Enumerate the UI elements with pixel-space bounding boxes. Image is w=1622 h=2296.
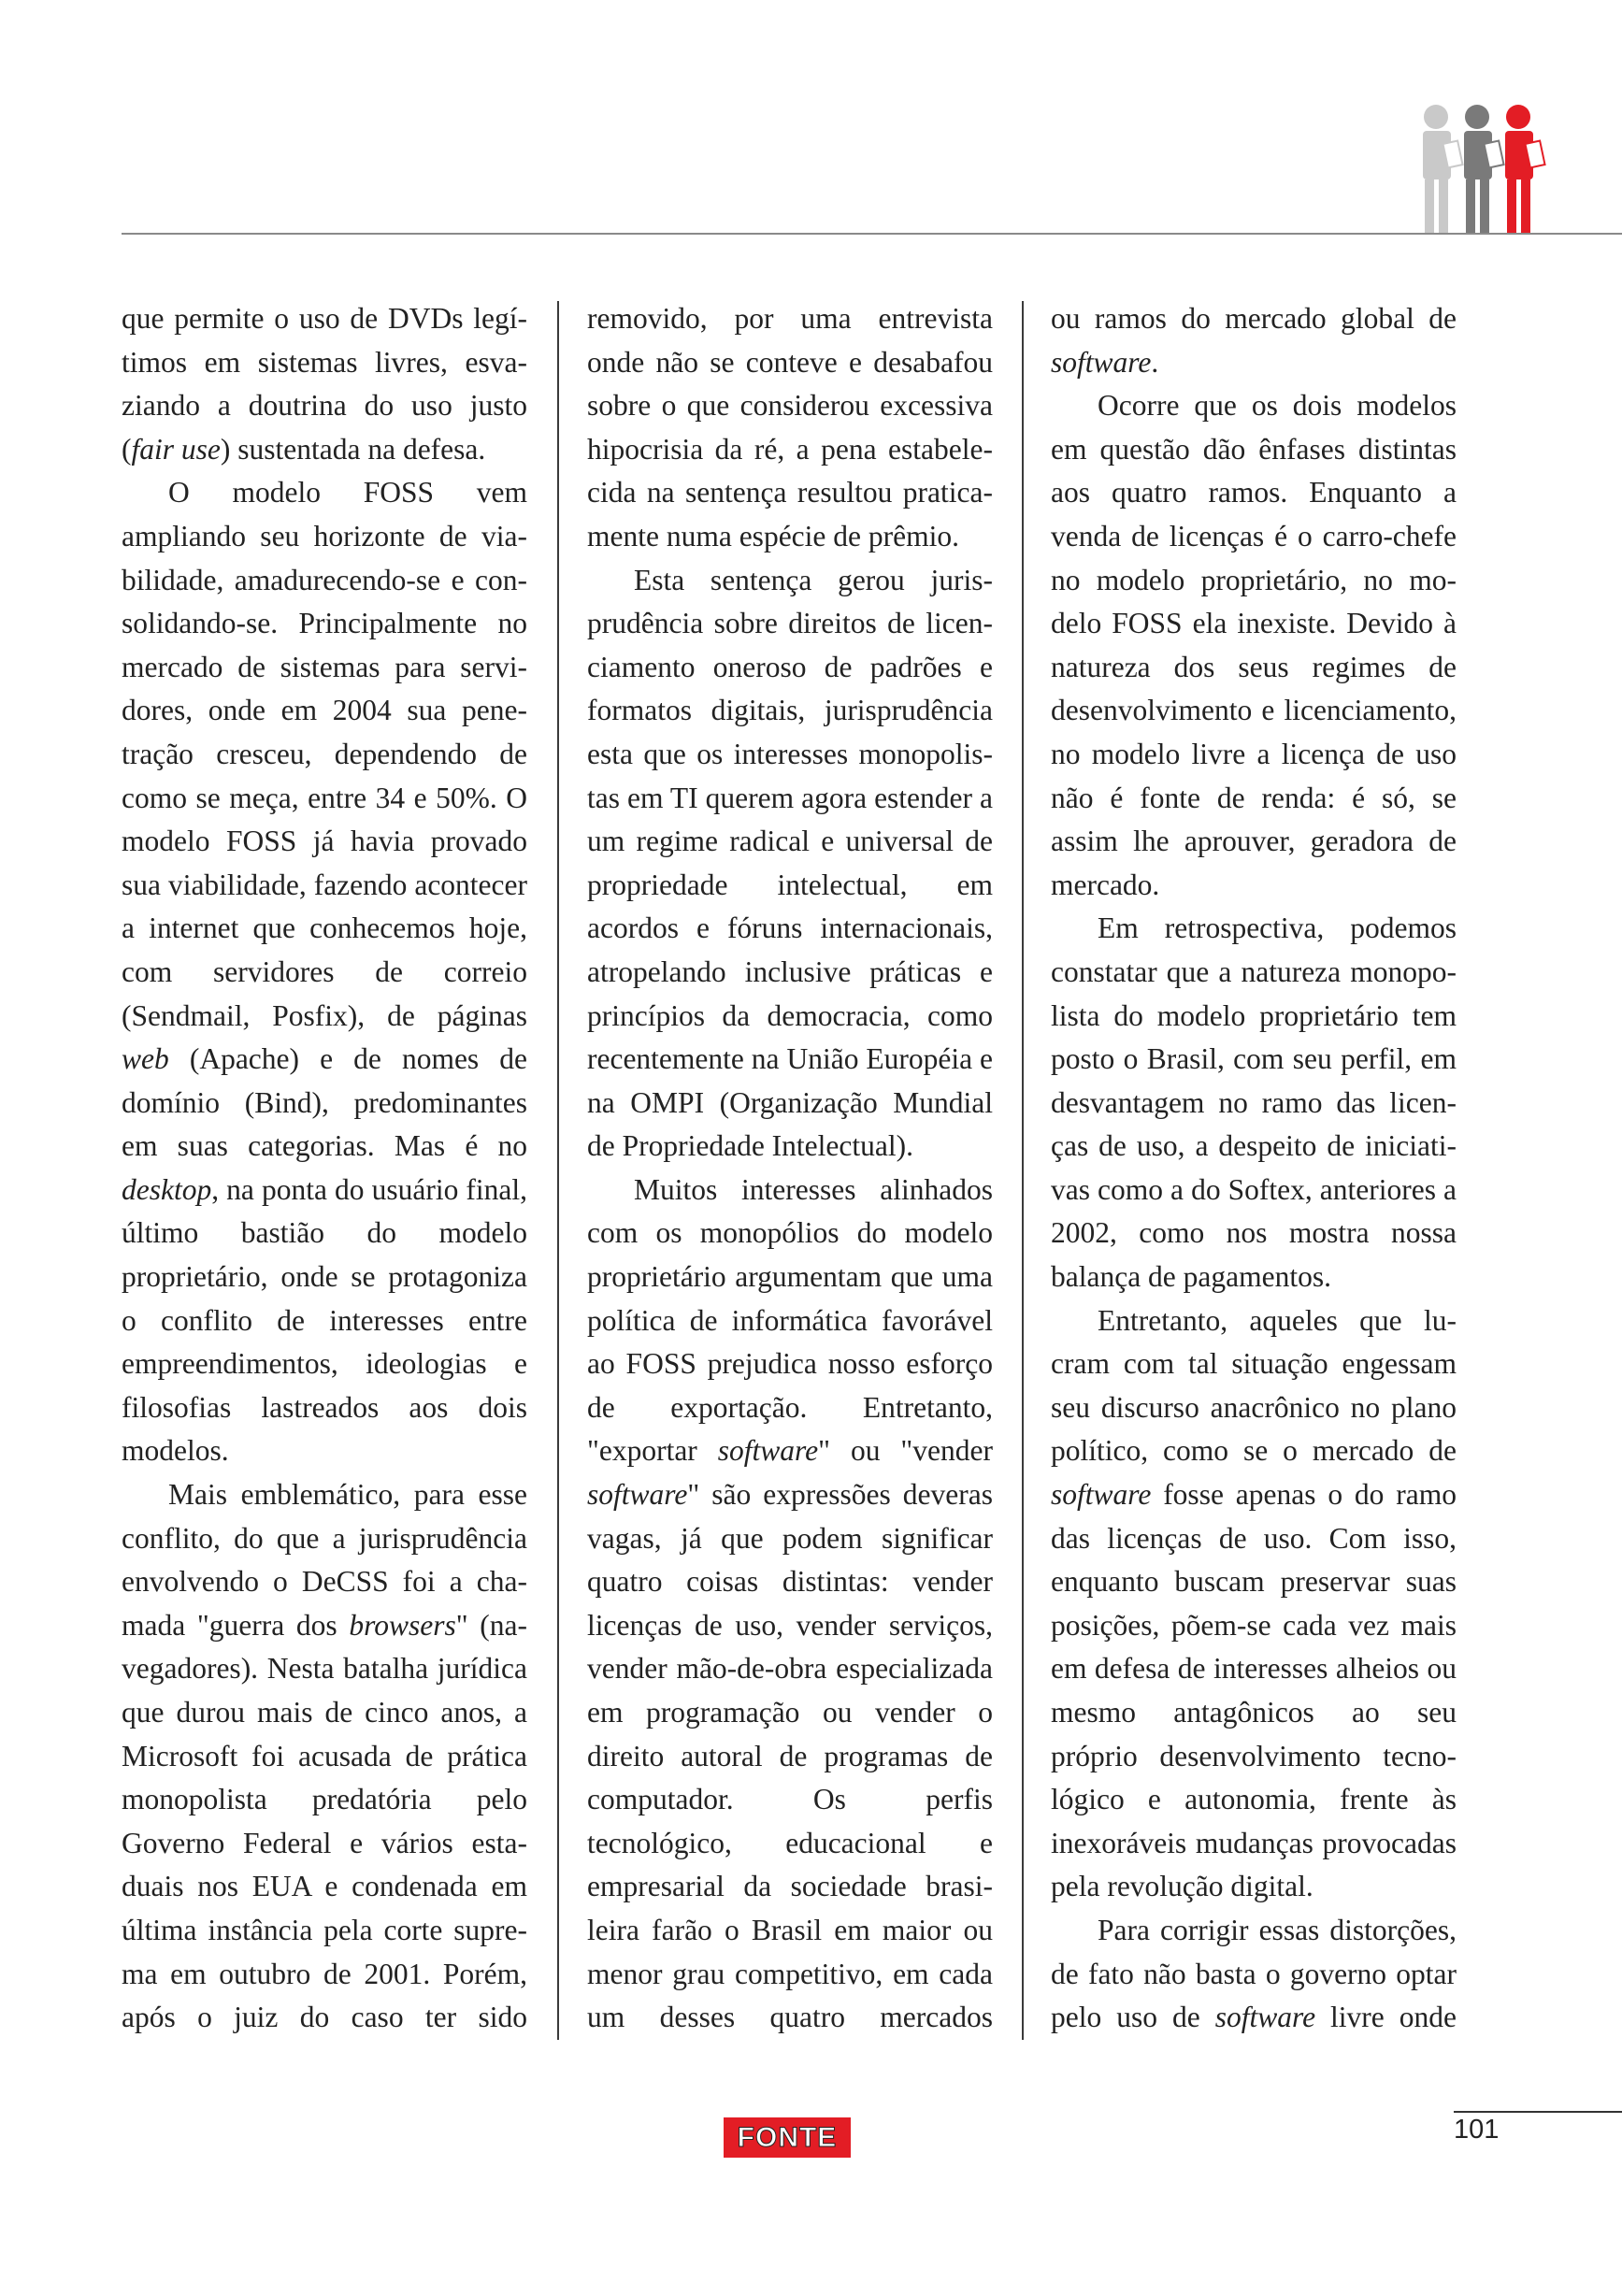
- paragraph: [587, 297, 993, 559]
- paragraph: [122, 297, 527, 471]
- text-run: , na ponta do usuário final, último bastião do modelo proprietário, onde se protagoniza o conflito de interesses entre empreendimentos, ideologias e filosofias lastreados aos dois modelos.: [122, 1172, 527, 1468]
- paragraph: [1051, 907, 1457, 1299]
- paragraph: [122, 1473, 527, 2040]
- text-run: Entretanto, aqueles que lucram com tal situação engessam seu discurso anacrônico no plano político, como se o mercado de: [1051, 1303, 1457, 1468]
- paragraph: [122, 471, 527, 1473]
- italic-term: software: [1051, 1478, 1152, 1512]
- text-column-3: [1051, 297, 1457, 2040]
- text-run: .: [1151, 345, 1159, 379]
- paragraph: [1051, 384, 1457, 907]
- italic-term: software: [1051, 345, 1152, 379]
- italic-term: web: [122, 1042, 169, 1076]
- text-run: O modelo FOSS vem ampliando seu horizonte de viabilidade, amadurecendo-se e consolidando-se. Principalmente no mercado de sistemas para servidores, onde em 2004 sua penetração cresceu, dependendo de como se meça, entre 34 e 50%. O modelo FOSS já havia provado sua viabilidade, fazendo acontecer a internet que conhecemos hoje, com servidores de correio (Sendmail, Posfix), de páginas: [122, 476, 527, 1032]
- column-divider: [1022, 301, 1024, 2040]
- paragraph: [1051, 297, 1457, 384]
- text-run: " (navegadores). Nesta batalha jurídica que durou mais de cinco anos, a Microsoft foi acusada de prática monopolista predatória pelo Governo Federal e vários estaduais nos EUA e condenada em última instância pela corte suprema em outubro de 2001. Porém, após o juiz do caso ter sido: [122, 1608, 527, 2034]
- text-run: ) sustentada na defesa.: [220, 432, 486, 466]
- column-divider: [557, 301, 559, 2040]
- italic-term: browsers: [349, 1608, 456, 1642]
- text-run: removido, por uma entrevista onde não se conteve e desabafou sobre o que considerou excessiva hipocrisia da ré, a pena estabelecida na sentença resultou praticamente numa espécie de prêmio.: [587, 302, 993, 552]
- italic-term: software: [587, 1478, 688, 1512]
- text-run: que permite o uso de DVDs legítimos em sistemas livres, esvaziando a doutrina do uso justo (: [122, 302, 527, 466]
- text-run: livre onde: [1315, 2001, 1457, 2034]
- text-run: Muitos interesses alinhados com os monopólios do modelo proprietário argumentam que uma política de informática favorável ao FOSS prejudica nosso esforço de exportação. Entretanto, "exportar: [587, 1172, 993, 1468]
- paragraph: [1051, 1299, 1457, 1909]
- text-run: ou ramos do mercado global de: [1051, 302, 1457, 335]
- footer-rule: [1454, 2111, 1622, 2113]
- text-run: fosse apenas o do ramo das licenças de uso. Com isso, enquanto buscam preservar suas posições, põem-se cada vez mais em defesa de interesses alheios ou mesmo antagônicos ao seu próprio desenvolvimento tecnológico e autonomia, frente às inexoráveis mudanças provocadas pela revolução digital.: [1051, 1478, 1457, 1903]
- text-run: Para corrigir essas distorções, de fato não basta o governo optar pelo uso de: [1051, 1913, 1457, 2034]
- brand-name: FONTE: [737, 2121, 838, 2153]
- text-column-1: [122, 297, 527, 2040]
- page-number: 101: [1454, 2115, 1500, 2145]
- text-run: " ou "vender: [818, 1434, 993, 1468]
- text-run: Esta sentença gerou jurisprudência sobre direitos de licenciamento oneroso de padrões e formatos digitais, jurisprudência esta que os interesses monopolistas em TI querem agora estender a um regime radical e universal de propriedade intelectual, em acordos e fóruns internacionais, atropelando inclusive práticas e princípios da democracia, como recentemente na União Européia e na OMPI (Organização Mundial de Propriedade Intelectual).: [587, 563, 993, 1163]
- header-rule: [122, 233, 1622, 235]
- text-run: (Apache) e de nomes de domínio (Bind), predominantes em suas categorias. Mas é no: [122, 1042, 527, 1163]
- text-run: Mais emblemático, para esse conflito, do que a jurisprudência envolvendo o DeCSS foi a chamada "guerra dos: [122, 1478, 527, 1642]
- italic-term: software: [1214, 2001, 1316, 2034]
- italic-term: fair use: [131, 432, 221, 466]
- text-run: " são expressões deveras vagas, já que podem significar quatro coisas distintas: vender licenças de uso, vender serviços, vender mão-de-obra especializada em programação ou vender o direito autoral de programas de computador. Os perfis tecnológico, educacional e empresarial da sociedade brasileira farão o Brasil em maior ou menor grau competitivo, em cada um desses quatro mercados: [587, 1478, 993, 2034]
- italic-term: software: [717, 1434, 819, 1468]
- text-run: Em retrospectiva, podemos constatar que a natureza monopolista do modelo proprietário tem posto o Brasil, com seu perfil, em desvantagem no ramo das licenças de uso, a despeito de iniciativas como a do Softex, anteriores a 2002, como nos mostra nossa balança de pagamentos.: [1051, 911, 1457, 1294]
- paragraph: [1051, 1909, 1457, 2040]
- italic-term: desktop: [122, 1172, 212, 1206]
- three-people-figures-icon: [1412, 101, 1552, 235]
- brand-logo: [724, 2117, 851, 2158]
- paragraph: [587, 559, 993, 1169]
- paragraph: [587, 1169, 993, 2040]
- text-column-2: [587, 297, 993, 2040]
- text-run: Ocorre que os dois modelos em questão dão ênfases distintas aos quatro ramos. Enquanto a venda de licenças é o carro-chefe no modelo proprietário, no modelo FOSS ela inexiste. Devido à natureza dos seus regimes de desenvolvimento e licenciamento, no modelo livre a licença de uso não é fonte de renda: é só, se assim lhe aprouver, geradora de mercado.: [1051, 389, 1457, 901]
